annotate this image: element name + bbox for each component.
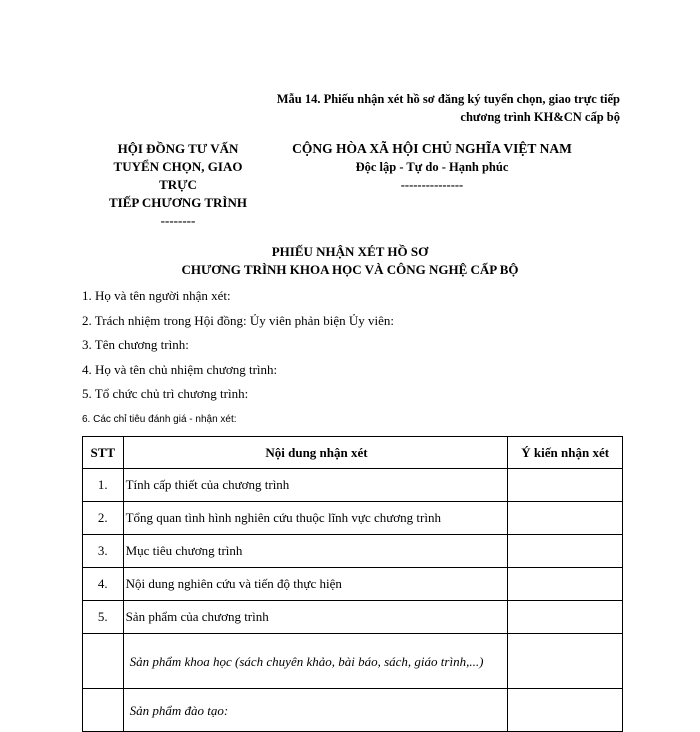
row-stt: 2. bbox=[83, 502, 124, 535]
republic-name: CỘNG HÒA XÃ HỘI CHỦ NGHĨA VIỆT NAM bbox=[292, 141, 572, 156]
field-reviewer-name: 1. Họ và tên người nhận xét: bbox=[82, 288, 231, 303]
field-criteria-heading: 6. Các chỉ tiêu đánh giá - nhận xét: bbox=[82, 413, 237, 425]
evaluation-table bbox=[82, 436, 623, 732]
table-row bbox=[83, 502, 623, 535]
table-row bbox=[83, 601, 623, 634]
table-row bbox=[83, 568, 623, 601]
form-caption-line2: chương trình KH&CN cấp bộ bbox=[460, 110, 620, 124]
header-content: Nội dung nhận xét bbox=[123, 437, 508, 469]
form-caption bbox=[240, 90, 620, 126]
council-line4: TIẾP CHƯƠNG TRÌNH bbox=[109, 195, 247, 210]
document-title bbox=[100, 243, 600, 279]
field-host-organization: 5. Tổ chức chủ trì chương trình: bbox=[82, 386, 249, 401]
subrow-content: Sản phẩm khoa học (sách chuyên khảo, bài báo, sách, giáo trình,...) bbox=[123, 634, 508, 689]
council-header bbox=[88, 140, 268, 230]
republic-header bbox=[282, 140, 582, 194]
table-subrow bbox=[83, 634, 623, 689]
field-program-name: 3. Tên chương trình: bbox=[82, 337, 189, 352]
council-line2: TUYỂN CHỌN, GIAO bbox=[113, 159, 243, 174]
row-content: Mục tiêu chương trình bbox=[123, 535, 508, 568]
field-council-role: 2. Trách nhiệm trong Hội đồng: Ủy viên phản biện Ủy viên: bbox=[82, 312, 394, 328]
republic-rule: --------------- bbox=[400, 178, 464, 192]
document-title-line2: CHƯƠNG TRÌNH KHOA HỌC VÀ CÔNG NGHỆ CẤP BỘ bbox=[181, 262, 519, 277]
row-content: Tổng quan tình hình nghiên cứu thuộc lĩnh vực chương trình bbox=[123, 502, 508, 535]
field-program-leader: 4. Họ và tên chủ nhiệm chương trình: bbox=[82, 361, 278, 377]
row-content: Nội dung nghiên cứu và tiến độ thực hiện bbox=[123, 568, 508, 601]
subrow-opinion-cell[interactable] bbox=[508, 634, 623, 689]
table-header-row bbox=[83, 437, 623, 469]
header-opinion: Ý kiến nhận xét bbox=[508, 437, 623, 469]
row-opinion-cell[interactable] bbox=[508, 502, 623, 535]
row-stt: 1. bbox=[83, 469, 124, 502]
row-content: Sản phẩm của chương trình bbox=[123, 601, 508, 634]
row-stt: 3. bbox=[83, 535, 124, 568]
table-subrow bbox=[83, 689, 623, 732]
row-opinion-cell[interactable] bbox=[508, 535, 623, 568]
subrow-stt bbox=[83, 689, 124, 732]
form-caption-line1: Mẫu 14. Phiếu nhận xét hồ sơ đăng ký tuyển chọn, giao trực tiếp bbox=[276, 92, 620, 106]
council-rule: -------- bbox=[160, 213, 196, 228]
row-stt: 5. bbox=[83, 601, 124, 634]
subrow-opinion-cell[interactable] bbox=[508, 689, 623, 732]
row-opinion-cell[interactable] bbox=[508, 568, 623, 601]
table-row bbox=[83, 535, 623, 568]
row-opinion-cell[interactable] bbox=[508, 469, 623, 502]
row-content: Tính cấp thiết của chương trình bbox=[123, 469, 508, 502]
council-line1: HỘI ĐỒNG TƯ VẤN bbox=[117, 141, 239, 156]
republic-motto: Độc lập - Tự do - Hạnh phúc bbox=[355, 160, 509, 174]
form-fields bbox=[82, 287, 622, 435]
header-stt: STT bbox=[83, 437, 124, 469]
subrow-content: Sản phẩm đào tạo: bbox=[123, 689, 508, 732]
document-title-line1: PHIẾU NHẬN XÉT HỒ SƠ bbox=[271, 244, 429, 259]
row-stt: 4. bbox=[83, 568, 124, 601]
subrow-stt bbox=[83, 634, 124, 689]
council-line3: TRỰC bbox=[159, 177, 197, 192]
table-row bbox=[83, 469, 623, 502]
row-opinion-cell[interactable] bbox=[508, 601, 623, 634]
